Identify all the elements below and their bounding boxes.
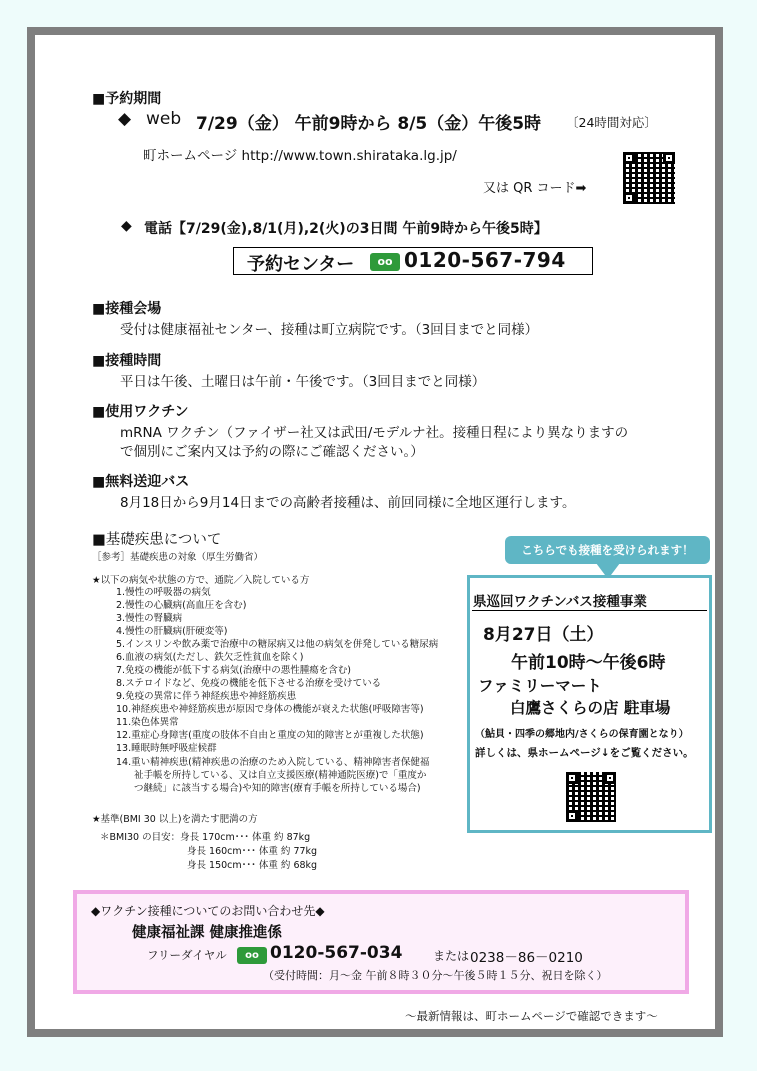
homepage-url[interactable]: 町ホームページ http://www.town.shirataka.lg.jp/ bbox=[143, 148, 457, 164]
disease-item: 11.染色体異常 bbox=[116, 717, 179, 728]
alt-number[interactable]: 0238－86－0210 bbox=[470, 950, 583, 966]
bus-event-note: （鮎貝・四季の郷地内/さくらの保育園となり） bbox=[475, 729, 689, 740]
contact-dept: 健康福祉課 健康推進係 bbox=[132, 925, 283, 941]
disease-item: 10.神経疾患や神経筋疾患が原因で身体の機能が衰えた状態(呼吸障害等) bbox=[116, 704, 424, 715]
or-label: または bbox=[433, 949, 470, 963]
disease-item: 9.免疫の異常に伴う神経疾患や神経筋疾患 bbox=[116, 691, 297, 702]
bus-event-bubble: こちらでも接種を受けられます！ bbox=[505, 536, 710, 564]
bus-event-place1: ファミリーマート bbox=[478, 677, 602, 695]
bus-event-detail: 詳しくは、県ホームページ↓をご覧ください。 bbox=[475, 747, 694, 759]
disease-item: 7.免疫の機能が低下する病気(治療中の悪性腫瘍を含む) bbox=[116, 665, 351, 676]
disease-ref: ［参考］基礎疾患の対象（厚生労働省） bbox=[92, 552, 264, 563]
time-text: 平日は午後、土曜日は午前・午後です。（3回目までと同様） bbox=[120, 374, 486, 390]
venue-text: 受付は健康福祉センター、接種は町立病院です。（3回目までと同様） bbox=[120, 322, 539, 338]
disease-intro: ★以下の病気や状態の方で、通院／入院している方 bbox=[92, 575, 310, 586]
vaccine-line1: mRNA ワクチン（ファイザー社又は武田/モデルナ社。接種日程により異なりますの bbox=[120, 425, 629, 441]
qr-code-icon[interactable] bbox=[623, 152, 675, 204]
bmi-line-3: 身長 150cm･･･ 体重 約 68kg bbox=[187, 860, 318, 871]
contact-hours: （受付時間：月～金 午前８時３０分～午後５時１５分、祝日を除く） bbox=[263, 969, 608, 982]
phone-line: 電話【7/29(金),8/1(月),2(火)の3日間 午前9時から午後5時】 bbox=[144, 221, 548, 237]
vaccine-line2: で個別にご案内又は予約の際にご確認ください。） bbox=[120, 444, 424, 460]
phone-bullet: ◆ bbox=[121, 218, 132, 234]
disease-heading: ■基礎疾患について bbox=[92, 532, 222, 548]
bus-event-title: 県巡回ワクチンバス接種事業 bbox=[473, 594, 647, 610]
disease-item: 3.慢性の腎臓病 bbox=[116, 613, 183, 624]
qr-code-icon[interactable] bbox=[566, 772, 616, 822]
free-dial-label: フリーダイヤル bbox=[147, 948, 227, 962]
disease-item: つ継続」に該当する場合)や知的障害(療育手帳を所持している場合) bbox=[134, 783, 421, 794]
web-note: 〔24時間対応〕 bbox=[566, 115, 657, 130]
bus-text: 8月18日から9月14日までの高齢者接種は、前回同様に全地区運行します。 bbox=[120, 495, 576, 511]
disease-item: 祉手帳を所持している、又は自立支援医療(精神通院医療)で「重度か bbox=[134, 770, 427, 781]
disease-item: 12.重症心身障害(重度の肢体不自由と重度の知的障害とが重複した状態) bbox=[116, 730, 424, 741]
web-period: 7/29（金） 午前9時から 8/5（金）午後5時 bbox=[196, 114, 542, 134]
disease-item: 14.重い精神疾患(精神疾患の治療のため入院している、精神障害者保健福 bbox=[116, 757, 430, 768]
disease-item: 1.慢性の呼吸器の病気 bbox=[116, 587, 211, 598]
contact-heading: ◆ワクチン接種についてのお問い合わせ先◆ bbox=[91, 904, 325, 918]
disease-item: 2.慢性の心臓病(高血圧を含む) bbox=[116, 600, 247, 611]
bus-event-title-underline bbox=[472, 610, 707, 611]
footer-note: ～最新情報は、町ホームページで確認できます～ bbox=[405, 1009, 658, 1023]
free-dial-icon: oo bbox=[370, 253, 400, 271]
disease-item: 4.慢性の肝臓病(肝硬変等) bbox=[116, 626, 228, 637]
web-label: web bbox=[146, 109, 182, 129]
center-number[interactable]: 0120-567-794 bbox=[404, 248, 566, 272]
qr-note: 又は QR コード➡ bbox=[483, 181, 587, 196]
bmi-line-1: ＊BMI30 の目安：身長 170cm･･･ 体重 約 87kg bbox=[100, 832, 311, 843]
disease-item: 6.血液の病気(ただし、鉄欠乏性貧血を除く) bbox=[116, 652, 304, 663]
venue-heading: ■接種会場 bbox=[92, 301, 162, 317]
bus-event-date: 8月27日（土） bbox=[483, 625, 604, 645]
bmi-line-2: 身長 160cm･･･ 体重 約 77kg bbox=[187, 846, 318, 857]
bus-heading: ■無料送迎バス bbox=[92, 474, 190, 490]
center-label: 予約センター bbox=[247, 254, 355, 275]
bus-event-time: 午前10時～午後6時 bbox=[511, 653, 666, 673]
time-heading: ■接種時間 bbox=[92, 353, 162, 369]
reservation-heading: ■予約期間 bbox=[92, 91, 162, 107]
bmi-heading: ★基準(BMI 30 以上)を満たす肥満の方 bbox=[92, 814, 258, 825]
web-bullet: ◆ bbox=[118, 109, 132, 129]
free-dial-icon: oo bbox=[237, 947, 267, 964]
disease-item: 13.睡眠時無呼吸症候群 bbox=[116, 743, 217, 754]
free-dial-number[interactable]: 0120-567-034 bbox=[270, 943, 403, 963]
disease-item: 5.インスリンや飲み薬で治療中の糖尿病又は他の病気を併発している糖尿病 bbox=[116, 639, 439, 650]
bus-event-place2: 白鷹さくらの店 駐車場 bbox=[510, 699, 671, 717]
vaccine-heading: ■使用ワクチン bbox=[92, 404, 189, 420]
disease-item: 8.ステロイドなど、免疫の機能を低下させる治療を受けている bbox=[116, 678, 382, 689]
